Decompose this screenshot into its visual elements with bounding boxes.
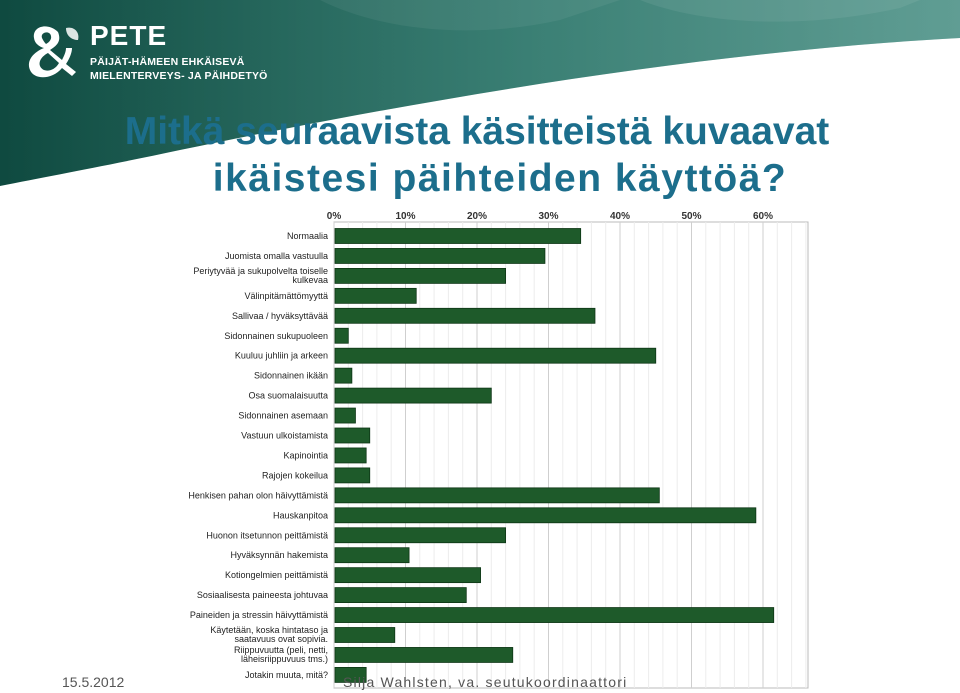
bar — [335, 368, 352, 383]
bar — [335, 468, 370, 483]
x-tick-label: 10% — [395, 211, 416, 222]
bar — [335, 568, 481, 583]
bar — [335, 388, 491, 403]
category-label: Kapinointia — [283, 450, 328, 461]
footer-author: Silja Wahlsten, va. seutukoordinaattori — [343, 674, 628, 690]
category-label: Kotiongelmien peittämistä — [224, 570, 328, 581]
bar — [335, 268, 506, 283]
bar — [335, 528, 506, 543]
x-tick-label: 40% — [609, 211, 631, 222]
logo-subtitle-line-1: PÄIJÄT-HÄMEEN EHKÄISEVÄ — [90, 56, 245, 68]
category-label: Sosiaalisesta paineesta johtuvaa — [196, 590, 328, 601]
bar — [335, 248, 545, 263]
category-label: Riippuvuutta (peli, netti, läheisriippuvuus tms.) — [233, 644, 328, 664]
bar — [335, 588, 466, 603]
category-label: Käytetään, koska hintataso ja saatavuus ovat sopivia. — [210, 625, 328, 644]
logo-name: PETE — [90, 20, 168, 51]
category-label: Välinpitämättömyyttä — [244, 290, 328, 301]
category-label: Rajojen kokeilua — [261, 470, 328, 481]
category-label: Henkisen pahan olon häivyttämistä — [188, 490, 328, 501]
category-label: Sidonnainen asemaan — [238, 410, 328, 421]
logo-subtitle-line-2: MIELENTERVEYS- JA PÄIHDETYÖ — [90, 70, 268, 82]
bar — [335, 348, 656, 363]
category-label: Huonon itsetunnon peittämistä — [206, 530, 328, 541]
category-label: Periytyvää ja sukupolvelta toiselle kulkevaa — [193, 265, 328, 285]
category-label: Osa suomalaisuutta — [248, 390, 328, 401]
category-label: Kuuluu juhliin ja arkeen — [234, 350, 328, 361]
bar — [335, 548, 409, 563]
x-tick-label: 50% — [681, 211, 702, 222]
slide-title-line-1: Mitkä seuraavista käsitteistä kuvaavat — [124, 110, 830, 153]
bar — [335, 647, 513, 662]
category-label: Normaalia — [286, 231, 328, 241]
bar — [335, 608, 774, 623]
x-tick-label: 60% — [752, 211, 774, 222]
category-label: Hyväksynnän hakemista — [230, 550, 328, 561]
category-label: Jotakin muuta, mitä? — [244, 669, 328, 680]
x-tick-label: 30% — [538, 211, 559, 222]
category-label: Sallivaa / hyväksyttävää — [231, 310, 328, 321]
bar — [335, 628, 395, 643]
category-label: Vastuun ulkoistamista — [241, 430, 328, 441]
bar — [335, 408, 355, 423]
x-tick-label: 0% — [326, 211, 342, 222]
bar — [335, 428, 370, 443]
bar — [335, 448, 366, 463]
category-label: Sidonnainen ikään — [253, 370, 328, 381]
bar — [335, 229, 581, 244]
footer-date: 15.5.2012 — [62, 674, 125, 690]
bar — [335, 308, 595, 323]
slide-title-line-2: ikäistesi päihteiden käyttöä? — [212, 157, 788, 200]
category-label: Paineiden ja stressin häivyttämistä — [189, 610, 328, 621]
category-label: Juomista omalla vastuulla — [224, 250, 328, 261]
bar — [335, 488, 659, 503]
category-label: Sidonnainen sukupuoleen — [224, 330, 328, 341]
bar — [335, 508, 756, 523]
x-tick-label: 20% — [466, 211, 488, 222]
bar — [335, 288, 416, 303]
bar — [335, 328, 348, 343]
category-label: Hauskanpitoa — [272, 510, 328, 521]
